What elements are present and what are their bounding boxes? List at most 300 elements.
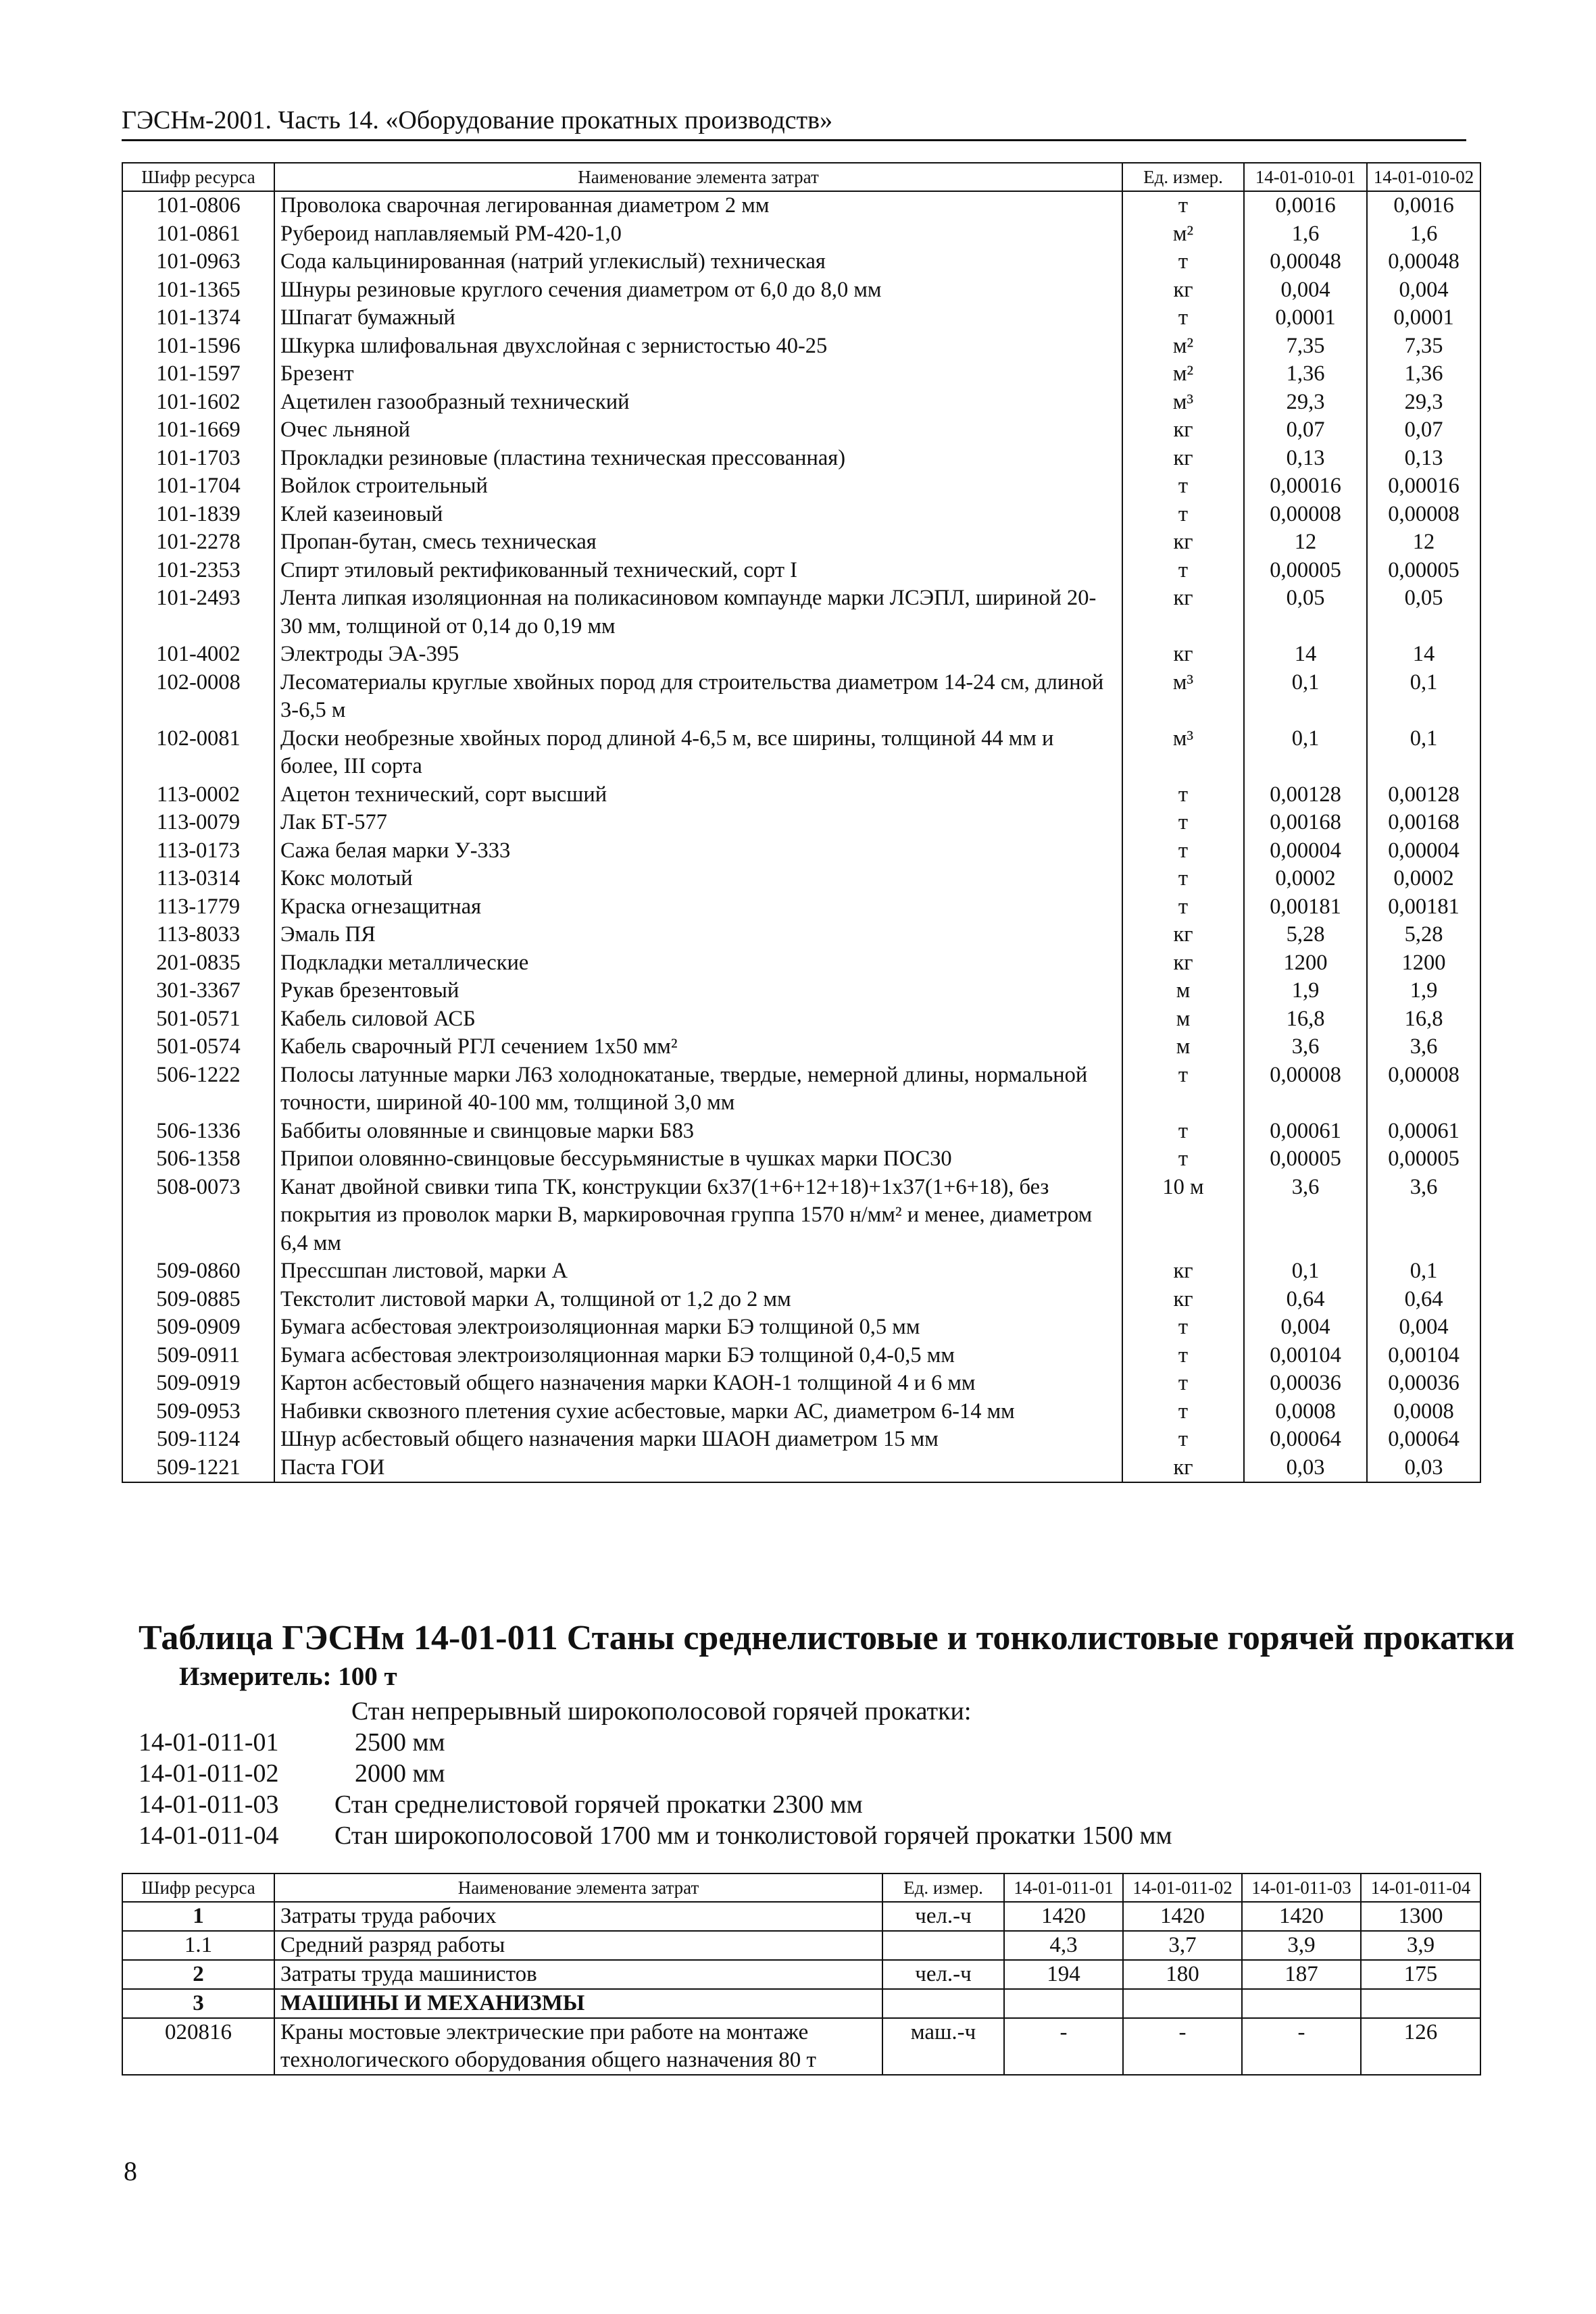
resource-code: 102-0008 — [122, 669, 274, 725]
table-row — [122, 1454, 1480, 1483]
unit: т — [1122, 1313, 1244, 1342]
value-col-1: 0,0016 — [1244, 191, 1367, 220]
variant-code: 14-01-011-03 — [139, 1790, 279, 1819]
value-col-1: 0,0001 — [1244, 304, 1367, 332]
value-col-1: 0,00048 — [1244, 248, 1367, 276]
variant-code: 14-01-011-04 — [139, 1821, 279, 1850]
resource-name: Брезент — [274, 360, 1122, 388]
resource-name: Припои оловянно-свинцовые бессурьмянистые в чушках марки ПОС30 — [274, 1145, 1122, 1174]
resource-name: Кабель сварочный РГЛ сечением 1х50 мм² — [274, 1033, 1122, 1061]
value-col-2: 0,00005 — [1367, 557, 1480, 585]
value-col-1: 14 — [1244, 640, 1367, 669]
table-row — [122, 977, 1480, 1005]
resource-code: 101-1365 — [122, 276, 274, 305]
value-col-2: 0,00004 — [1367, 837, 1480, 865]
unit: кг — [1122, 416, 1244, 445]
resource-code: 501-0574 — [122, 1033, 274, 1061]
unit: м³ — [1122, 669, 1244, 725]
unit — [882, 1989, 1004, 2018]
table-row — [122, 1960, 1480, 1989]
value-col-2: 0,004 — [1367, 1313, 1480, 1342]
value-col-1: 0,00036 — [1244, 1369, 1367, 1398]
resource-code: 101-1596 — [122, 332, 274, 361]
table-row — [122, 1061, 1480, 1117]
value-col-1: 0,00005 — [1244, 557, 1367, 585]
value-col-1: 0,00181 — [1244, 893, 1367, 922]
value-col-2: 0,00005 — [1367, 1145, 1480, 1174]
unit: кг — [1122, 584, 1244, 640]
table-row — [122, 1005, 1480, 1034]
unit: м² — [1122, 360, 1244, 388]
resource-name: Доски необрезные хвойных пород длиной 4-6,5 м, все ширины, толщиной 44 мм и более, III сорта — [274, 725, 1122, 781]
header-col-4: 14-01-011-04 — [1361, 1873, 1480, 1902]
value-col-2: 16,8 — [1367, 1005, 1480, 1034]
table-header-row — [122, 1873, 1480, 1902]
value-col-2: 0,00168 — [1367, 809, 1480, 837]
unit: м — [1122, 1005, 1244, 1034]
resource-code: 113-8033 — [122, 921, 274, 949]
unit: т — [1122, 809, 1244, 837]
value-col-1: 0,05 — [1244, 584, 1367, 640]
value-col-2: 3,6 — [1367, 1033, 1480, 1061]
resource-name: МАШИНЫ И МЕХАНИЗМЫ — [274, 1989, 882, 2018]
resource-name: Картон асбестовый общего назначения марки КАОН-1 толщиной 4 и 6 мм — [274, 1369, 1122, 1398]
unit: 10 м — [1122, 1174, 1244, 1258]
unit: м³ — [1122, 388, 1244, 417]
resource-name: Рубероид наплавляемый РМ-420-1,0 — [274, 220, 1122, 249]
resource-name: Войлок строительный — [274, 472, 1122, 501]
resource-code: 509-1221 — [122, 1454, 274, 1483]
table-row — [122, 1989, 1480, 2018]
resource-name: Затраты труда машинистов — [274, 1960, 882, 1989]
unit: чел.-ч — [882, 1960, 1004, 1989]
resource-name: Кабель силовой АСБ — [274, 1005, 1122, 1034]
value-col-1: 0,00008 — [1244, 1061, 1367, 1117]
value-col-1: 3,6 — [1244, 1174, 1367, 1258]
resource-code: 101-1597 — [122, 360, 274, 388]
variant-code: 14-01-011-02 — [139, 1759, 279, 1788]
resource-code: 101-1374 — [122, 304, 274, 332]
value-col-1: 0,004 — [1244, 1313, 1367, 1342]
resource-name: Краска огнезащитная — [274, 893, 1122, 922]
resource-code: 102-0081 — [122, 725, 274, 781]
value-col-2: 29,3 — [1367, 388, 1480, 417]
resource-code: 020816 — [122, 2018, 274, 2075]
table-row — [122, 921, 1480, 949]
resource-code: 113-0079 — [122, 809, 274, 837]
header-col-1: 14-01-011-01 — [1004, 1873, 1123, 1902]
resource-name: Прессшпан листовой, марки А — [274, 1257, 1122, 1286]
value-col-2: 0,00128 — [1367, 781, 1480, 809]
resource-code: 506-1358 — [122, 1145, 274, 1174]
table-row — [122, 445, 1480, 473]
table-row — [122, 248, 1480, 276]
value-col-1: 5,28 — [1244, 921, 1367, 949]
resource-name: Шкурка шлифовальная двухслойная с зернистостью 40-25 — [274, 332, 1122, 361]
table-row — [122, 1931, 1480, 1960]
unit: т — [1122, 304, 1244, 332]
value-col-1: 0,00008 — [1244, 501, 1367, 529]
resource-name: Ацетилен газообразный технический — [274, 388, 1122, 417]
meter-label: Измеритель: 100 т — [179, 1662, 397, 1691]
resource-code: 101-2493 — [122, 584, 274, 640]
resource-name: Текстолит листовой марки А, толщиной от 1,2 до 2 мм — [274, 1286, 1122, 1314]
value-col-1: 4,3 — [1004, 1931, 1123, 1960]
table-row — [122, 2018, 1480, 2075]
table-row — [122, 220, 1480, 249]
table-row — [122, 332, 1480, 361]
resource-name: Канат двойной свивки типа ТК, конструкции 6х37(1+6+12+18)+1х37(1+6+18), без покрытия из проволок марки В, маркировочная группа 1570 н/мм² и менее, диаметром 6,4 мм — [274, 1174, 1122, 1258]
unit: кг — [1122, 1286, 1244, 1314]
page-number: 8 — [124, 2156, 137, 2186]
unit: м³ — [1122, 725, 1244, 781]
table-row — [122, 191, 1480, 220]
table-header-row — [122, 163, 1480, 191]
value-col-2: 0,1 — [1367, 1257, 1480, 1286]
resource-code: 101-1839 — [122, 501, 274, 529]
value-col-1: 1,6 — [1244, 220, 1367, 249]
unit: кг — [1122, 276, 1244, 305]
table-row — [122, 501, 1480, 529]
resource-code: 508-0073 — [122, 1174, 274, 1258]
resource-code: 101-2353 — [122, 557, 274, 585]
value-col-2: 3,7 — [1123, 1931, 1242, 1960]
value-col-2: 0,03 — [1367, 1454, 1480, 1483]
unit: т — [1122, 893, 1244, 922]
table-row — [122, 472, 1480, 501]
value-col-2: 0,00061 — [1367, 1117, 1480, 1146]
value-col-4 — [1361, 1989, 1480, 2018]
unit: т — [1122, 191, 1244, 220]
unit: кг — [1122, 1454, 1244, 1483]
value-col-1: 0,1 — [1244, 725, 1367, 781]
value-col-1: 0,00104 — [1244, 1342, 1367, 1370]
resource-code: 509-0953 — [122, 1398, 274, 1426]
table-row — [122, 1174, 1480, 1258]
value-col-2: 1,9 — [1367, 977, 1480, 1005]
table-row — [122, 1426, 1480, 1454]
table-row — [122, 1902, 1480, 1931]
unit: т — [1122, 1342, 1244, 1370]
value-col-4: 175 — [1361, 1960, 1480, 1989]
table-row — [122, 1398, 1480, 1426]
table-row — [122, 725, 1480, 781]
value-col-2: 0,0002 — [1367, 865, 1480, 893]
resource-code: 201-0835 — [122, 949, 274, 978]
value-col-2: 3,6 — [1367, 1174, 1480, 1258]
value-col-2: 0,64 — [1367, 1286, 1480, 1314]
costs-table — [122, 1873, 1481, 2076]
value-col-1: 1,9 — [1244, 977, 1367, 1005]
table-row — [122, 1369, 1480, 1398]
value-col-1: 0,00061 — [1244, 1117, 1367, 1146]
unit: м — [1122, 977, 1244, 1005]
table-row — [122, 837, 1480, 865]
table-row — [122, 1257, 1480, 1286]
value-col-1: 3,6 — [1244, 1033, 1367, 1061]
value-col-2: 0,07 — [1367, 416, 1480, 445]
resource-name: Шпагат бумажный — [274, 304, 1122, 332]
value-col-2: 5,28 — [1367, 921, 1480, 949]
table-row — [122, 360, 1480, 388]
unit: т — [1122, 865, 1244, 893]
resource-code: 101-0963 — [122, 248, 274, 276]
page-header: ГЭСНм-2001. Часть 14. «Оборудование прокатных производств» — [122, 101, 1466, 141]
value-col-2: 0,0016 — [1367, 191, 1480, 220]
value-col-1: 0,00064 — [1244, 1426, 1367, 1454]
value-col-4: 1300 — [1361, 1902, 1480, 1931]
resource-name: Бумага асбестовая электроизоляционная марки БЭ толщиной 0,4-0,5 мм — [274, 1342, 1122, 1370]
header-col-1: 14-01-010-01 — [1244, 163, 1367, 191]
value-col-1: 29,3 — [1244, 388, 1367, 417]
resource-name: Подкладки металлические — [274, 949, 1122, 978]
resource-code: 113-0314 — [122, 865, 274, 893]
resource-code: 1 — [122, 1902, 274, 1931]
value-col-1: 1,36 — [1244, 360, 1367, 388]
resource-name: Кокс молотый — [274, 865, 1122, 893]
resource-name: Лента липкая изоляционная на поликасиновом компаунде марки ЛСЭПЛ, шириной 20-30 мм, толщиной от 0,14 до 0,19 мм — [274, 584, 1122, 640]
value-col-2: 0,00008 — [1367, 1061, 1480, 1117]
unit: т — [1122, 248, 1244, 276]
table-row — [122, 304, 1480, 332]
resource-code: 101-0861 — [122, 220, 274, 249]
table-row — [122, 276, 1480, 305]
table-row — [122, 528, 1480, 557]
value-col-4: 3,9 — [1361, 1931, 1480, 1960]
value-col-1: - — [1004, 2018, 1123, 2075]
unit: т — [1122, 837, 1244, 865]
resource-name: Рукав брезентовый — [274, 977, 1122, 1005]
value-col-1: 0,64 — [1244, 1286, 1367, 1314]
value-col-1: 16,8 — [1244, 1005, 1367, 1034]
value-col-2: 0,1 — [1367, 669, 1480, 725]
value-col-2: 0,00181 — [1367, 893, 1480, 922]
value-col-1: 0,1 — [1244, 1257, 1367, 1286]
resource-name: Шнуры резиновые круглого сечения диаметром от 6,0 до 8,0 мм — [274, 276, 1122, 305]
resource-code: 3 — [122, 1989, 274, 2018]
value-col-2: 0,0001 — [1367, 304, 1480, 332]
unit: т — [1122, 1061, 1244, 1117]
value-col-2: 0,1 — [1367, 725, 1480, 781]
resource-name: Сода кальцинированная (натрий углекислый) техническая — [274, 248, 1122, 276]
resource-code: 113-0173 — [122, 837, 274, 865]
value-col-3: - — [1242, 2018, 1361, 2075]
resource-code: 1.1 — [122, 1931, 274, 1960]
variant-code: 14-01-011-01 — [139, 1728, 279, 1757]
value-col-2: 180 — [1123, 1960, 1242, 1989]
unit: кг — [1122, 949, 1244, 978]
table-row — [122, 1342, 1480, 1370]
value-col-2: 0,00064 — [1367, 1426, 1480, 1454]
resource-code: 101-1602 — [122, 388, 274, 417]
value-col-3: 187 — [1242, 1960, 1361, 1989]
unit: т — [1122, 1145, 1244, 1174]
unit: м — [1122, 1033, 1244, 1061]
table-row — [122, 1286, 1480, 1314]
unit: м² — [1122, 332, 1244, 361]
value-col-1: 0,03 — [1244, 1454, 1367, 1483]
value-col-1: 7,35 — [1244, 332, 1367, 361]
value-col-3: 1420 — [1242, 1902, 1361, 1931]
variants-intro: Стан непрерывный широкополосовой горячей прокатки: — [351, 1697, 972, 1726]
header-name: Наименование элемента затрат — [274, 163, 1122, 191]
unit: кг — [1122, 921, 1244, 949]
resource-name: Баббиты оловянные и свинцовые марки Б83 — [274, 1117, 1122, 1146]
header-unit: Ед. измер. — [882, 1873, 1004, 1902]
unit: т — [1122, 472, 1244, 501]
value-col-2 — [1123, 1989, 1242, 2018]
table-row — [122, 893, 1480, 922]
unit: т — [1122, 781, 1244, 809]
unit: кг — [1122, 445, 1244, 473]
unit: кг — [1122, 1257, 1244, 1286]
unit: т — [1122, 1117, 1244, 1146]
value-col-1: 0,00016 — [1244, 472, 1367, 501]
resource-code: 101-4002 — [122, 640, 274, 669]
unit: кг — [1122, 640, 1244, 669]
resource-name: Набивки сквозного плетения сухие асбестовые, марки АС, диаметром 6-14 мм — [274, 1398, 1122, 1426]
resource-code: 501-0571 — [122, 1005, 274, 1034]
resource-name: Спирт этиловый ректификованный технический, сорт I — [274, 557, 1122, 585]
resource-code: 506-1336 — [122, 1117, 274, 1146]
resource-name: Краны мостовые электрические при работе на монтаже технологического оборудования общего назначения 80 т — [274, 2018, 882, 2075]
table-row — [122, 1033, 1480, 1061]
unit: т — [1122, 1369, 1244, 1398]
table-row — [122, 781, 1480, 809]
value-col-2: 0,05 — [1367, 584, 1480, 640]
resource-name: Шнур асбестовый общего назначения марки ШАОН диаметром 15 мм — [274, 1426, 1122, 1454]
resource-name: Средний разряд работы — [274, 1931, 882, 1960]
value-col-2: 0,004 — [1367, 276, 1480, 305]
variant-text: Стан широкополосовой 1700 мм и тонколистовой горячей прокатки 1500 мм — [334, 1821, 1172, 1850]
unit: маш.-ч — [882, 2018, 1004, 2075]
resource-code: 509-0885 — [122, 1286, 274, 1314]
header-col-2: 14-01-010-02 — [1367, 163, 1480, 191]
variant-text: 2000 мм — [355, 1759, 445, 1788]
header-unit: Ед. измер. — [1122, 163, 1244, 191]
resource-name: Прокладки резиновые (пластина техническая прессованная) — [274, 445, 1122, 473]
resource-code: 101-1669 — [122, 416, 274, 445]
unit: кг — [1122, 528, 1244, 557]
unit: т — [1122, 557, 1244, 585]
value-col-2: 1,36 — [1367, 360, 1480, 388]
value-col-2: 12 — [1367, 528, 1480, 557]
resource-code: 101-1703 — [122, 445, 274, 473]
resource-code: 2 — [122, 1960, 274, 1989]
value-col-1: 0,004 — [1244, 276, 1367, 305]
value-col-1: 0,13 — [1244, 445, 1367, 473]
resource-name: Очес льняной — [274, 416, 1122, 445]
value-col-1: 0,00168 — [1244, 809, 1367, 837]
table-row — [122, 557, 1480, 585]
resource-code: 101-1704 — [122, 472, 274, 501]
header-col-2: 14-01-011-02 — [1123, 1873, 1242, 1902]
value-col-1: 0,00005 — [1244, 1145, 1367, 1174]
resource-code: 101-2278 — [122, 528, 274, 557]
value-col-1: 12 — [1244, 528, 1367, 557]
value-col-2: 1420 — [1123, 1902, 1242, 1931]
resource-name: Ацетон технический, сорт высший — [274, 781, 1122, 809]
resource-name: Эмаль ПЯ — [274, 921, 1122, 949]
value-col-3: 3,9 — [1242, 1931, 1361, 1960]
value-col-1: 1200 — [1244, 949, 1367, 978]
resource-name: Паста ГОИ — [274, 1454, 1122, 1483]
resource-name: Бумага асбестовая электроизоляционная марки БЭ толщиной 0,5 мм — [274, 1313, 1122, 1342]
header-code: Шифр ресурса — [122, 1873, 274, 1902]
variant-text: Стан среднелистовой горячей прокатки 2300 мм — [334, 1790, 863, 1819]
resource-code: 301-3367 — [122, 977, 274, 1005]
table-row — [122, 640, 1480, 669]
resource-name: Полосы латунные марки Л63 холоднокатаные, твердые, немерной длины, нормальной точности, шириной 40-100 мм, толщиной 3,0 мм — [274, 1061, 1122, 1117]
value-col-2: - — [1123, 2018, 1242, 2075]
unit: чел.-ч — [882, 1902, 1004, 1931]
resource-code: 509-0909 — [122, 1313, 274, 1342]
value-col-2: 14 — [1367, 640, 1480, 669]
value-col-1: 0,07 — [1244, 416, 1367, 445]
value-col-1: 1420 — [1004, 1902, 1123, 1931]
value-col-2: 0,0008 — [1367, 1398, 1480, 1426]
header-name: Наименование элемента затрат — [274, 1873, 882, 1902]
resource-code: 101-0806 — [122, 191, 274, 220]
table-row — [122, 809, 1480, 837]
resource-name: Электроды ЭА-395 — [274, 640, 1122, 669]
value-col-1 — [1004, 1989, 1123, 2018]
resource-code: 509-1124 — [122, 1426, 274, 1454]
resource-code: 509-0911 — [122, 1342, 274, 1370]
resource-name: Лак БТ-577 — [274, 809, 1122, 837]
table-row — [122, 584, 1480, 640]
table-row — [122, 949, 1480, 978]
table-row — [122, 865, 1480, 893]
value-col-1: 0,00128 — [1244, 781, 1367, 809]
table-row — [122, 1145, 1480, 1174]
value-col-2: 0,00104 — [1367, 1342, 1480, 1370]
value-col-2: 0,00036 — [1367, 1369, 1480, 1398]
unit: т — [1122, 1398, 1244, 1426]
resource-code: 113-0002 — [122, 781, 274, 809]
unit — [882, 1931, 1004, 1960]
variant-text: 2500 мм — [355, 1728, 445, 1757]
table-row — [122, 416, 1480, 445]
value-col-1: 0,0008 — [1244, 1398, 1367, 1426]
unit: т — [1122, 501, 1244, 529]
resource-code: 509-0860 — [122, 1257, 274, 1286]
table-row — [122, 1313, 1480, 1342]
value-col-2: 7,35 — [1367, 332, 1480, 361]
unit: т — [1122, 1426, 1244, 1454]
resource-code: 509-0919 — [122, 1369, 274, 1398]
resource-name: Пропан-бутан, смесь техническая — [274, 528, 1122, 557]
resource-name: Проволока сварочная легированная диаметром 2 мм — [274, 191, 1122, 220]
resources-table — [122, 162, 1481, 1483]
value-col-2: 0,13 — [1367, 445, 1480, 473]
value-col-1: 0,00004 — [1244, 837, 1367, 865]
resource-name: Затраты труда рабочих — [274, 1902, 882, 1931]
table-row — [122, 1117, 1480, 1146]
value-col-2: 0,00008 — [1367, 501, 1480, 529]
value-col-1: 0,0002 — [1244, 865, 1367, 893]
value-col-2: 1200 — [1367, 949, 1480, 978]
resource-name: Клей казеиновый — [274, 501, 1122, 529]
header-code: Шифр ресурса — [122, 163, 274, 191]
value-col-2: 1,6 — [1367, 220, 1480, 249]
value-col-3 — [1242, 1989, 1361, 2018]
value-col-4: 126 — [1361, 2018, 1480, 2075]
resource-name: Сажа белая марки У-333 — [274, 837, 1122, 865]
resource-code: 113-1779 — [122, 893, 274, 922]
resource-name: Лесоматериалы круглые хвойных пород для строительства диаметром 14-24 см, длиной 3-6,5 м — [274, 669, 1122, 725]
header-col-3: 14-01-011-03 — [1242, 1873, 1361, 1902]
